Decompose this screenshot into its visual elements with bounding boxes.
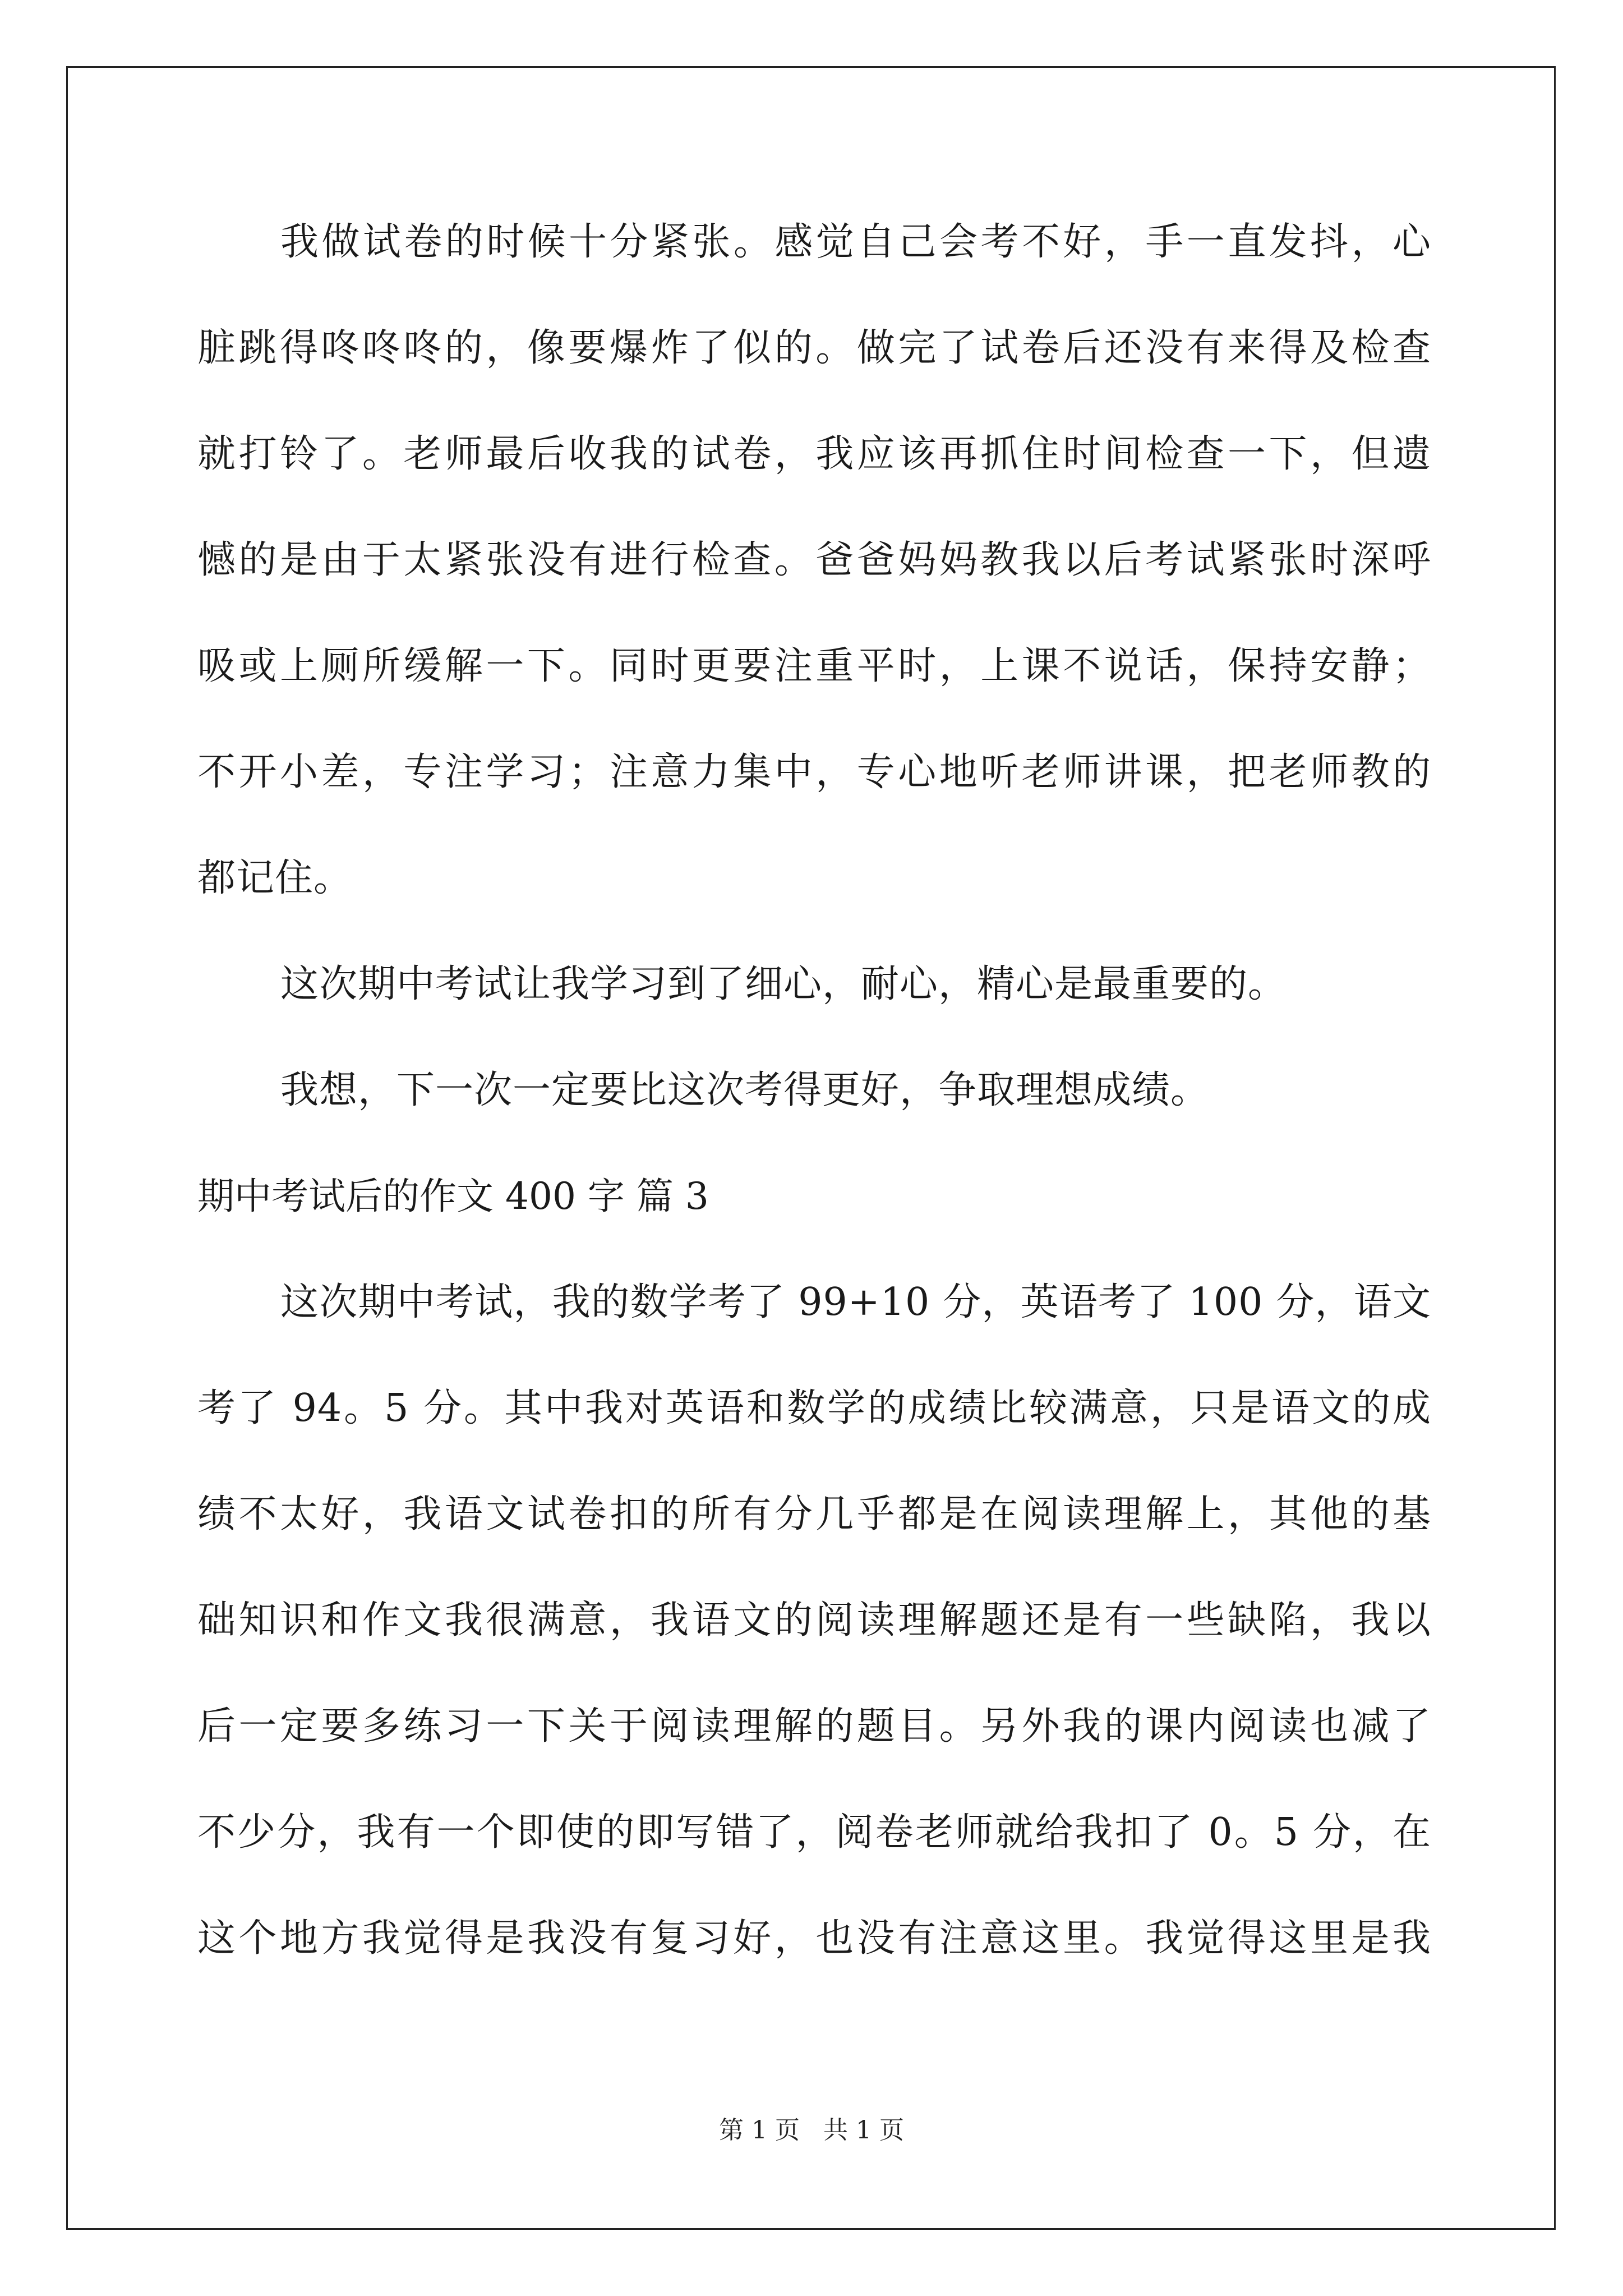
paragraph-line: 吸或上厕所缓解一下。同时更要注重平时，上课不说话，保持安静； (197, 644, 1431, 688)
paragraph-line: 绩不太好，我语文试卷扣的所有分几乎都是在阅读理解上，其他的基 (197, 1492, 1431, 1536)
paragraph-line: 不开小差，专注学习；注意力集中，专心地听老师讲课，把老师教的 (197, 750, 1431, 794)
page-total: 共 1 页 (823, 2116, 904, 2145)
paragraph-line: 础知识和作文我很满意，我语文的阅读理解题还是有一些缺陷，我以 (197, 1598, 1431, 1642)
paragraph: 这次期中考试让我学习到了细心，耐心，精心是最重要的。 (280, 962, 1287, 1006)
page-footer (0, 2115, 1623, 2146)
paragraph-line: 脏跳得咚咚咚的，像要爆炸了似的。做完了试卷后还没有来得及检查 (197, 326, 1431, 370)
paragraph-line: 考了 94。5 分。其中我对英语和数学的成绩比较满意，只是语文的成 (197, 1386, 1431, 1430)
paragraph-line: 这次期中考试，我的数学考了 99+10 分，英语考了 100 分，语文 (280, 1280, 1431, 1324)
section-heading: 期中考试后的作文 400 字 篇 3 (197, 1175, 709, 1218)
paragraph-line: 我做试卷的时候十分紧张。感觉自己会考不好，手一直发抖，心 (280, 220, 1431, 264)
paragraph-line: 不少分，我有一个即使的即写错了，阅卷老师就给我扣了 0。5 分，在 (197, 1810, 1431, 1855)
paragraph-line: 就打铃了。老师最后收我的试卷，我应该再抓住时间检查一下，但遗 (197, 432, 1431, 476)
page-number: 第 1 页 (719, 2116, 800, 2145)
paragraph-line: 后一定要多练习一下关于阅读理解的题目。另外我的课内阅读也减了 (197, 1704, 1431, 1749)
paragraph-line: 都记住。 (197, 856, 353, 900)
paragraph-line: 这个地方我觉得是我没有复习好，也没有注意这里。我觉得这里是我 (197, 1916, 1431, 1961)
page-border (66, 66, 1556, 2230)
paragraph: 我想，下一次一定要比这次考得更好，争取理想成绩。 (280, 1068, 1210, 1112)
paragraph-line: 憾的是由于太紧张没有进行检查。爸爸妈妈教我以后考试紧张时深呼 (197, 538, 1431, 582)
